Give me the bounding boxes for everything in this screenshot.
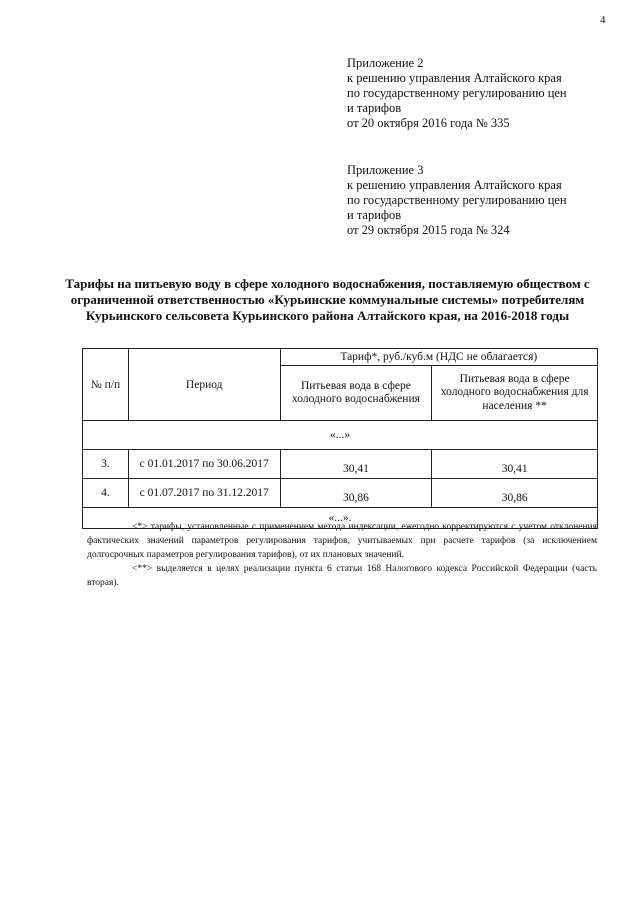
page-number: 4 (600, 14, 606, 26)
header-tariff: Тариф*, руб./куб.м (НДС не облагается) (280, 349, 597, 366)
footnote-2: <**> выделяется в целях реализации пункта 6 статьи 168 Налогового кодекса Российской Федерации (часть вторая). (87, 564, 597, 588)
appendix-3-line: по государственному регулированию цен (347, 193, 567, 207)
row-period: с 01.01.2017 по 30.06.2017 (128, 450, 280, 479)
continuation-mark: «...» (83, 421, 598, 450)
footnote-1: <*> тарифы, установленные с применением метода индексации, ежегодно корректируются с учетом отклонения фактических значений параметров регулирования тарифов, учитываемых при расчете тарифов (за исключением долгосрочных параметров регулирования тарифов), от их плановых значений. (87, 522, 597, 560)
table-row (83, 450, 598, 479)
appendix-2-line: и тарифов (347, 101, 402, 115)
header-water-population: Питьевая вода в сфере холодного водоснабжения для населения ** (432, 366, 598, 421)
header-number: № п/п (83, 349, 129, 421)
table-row-continuation (83, 421, 598, 450)
appendix-3-line: Приложение 3 (347, 163, 424, 177)
continuation-end-mark: «...». (83, 508, 598, 529)
header-period: Период (128, 349, 280, 421)
table-header-row (83, 349, 598, 366)
row-period: с 01.07.2017 по 31.12.2017 (128, 479, 280, 508)
appendix-3-line: к решению управления Алтайского края (347, 178, 562, 192)
document-title: Тарифы на питьевую воду в сфере холодного водоснабжения, поставляемую обществом с ограниченной ответственностью «Курьинские коммунальные системы» потребителям Курьинского сельсовета Курьинского района Алтайского края, на 2016-2018 годы (65, 276, 590, 323)
row-water-value: 30,86 (280, 479, 432, 508)
appendix-2-line: к решению управления Алтайского края (347, 71, 562, 85)
appendix-3-line: от 29 октября 2015 года № 324 (347, 223, 510, 237)
table-row (83, 479, 598, 508)
appendix-3-line: и тарифов (347, 208, 402, 222)
row-water-population-value: 30,41 (432, 450, 598, 479)
footnotes (87, 520, 597, 590)
tariff-table (82, 348, 598, 529)
appendix-3-block (347, 163, 567, 238)
appendix-2-line: по государственному регулированию цен (347, 86, 567, 100)
row-number: 4. (83, 479, 129, 508)
row-water-value: 30,41 (280, 450, 432, 479)
row-number: 3. (83, 450, 129, 479)
appendix-2-line: от 20 октября 2016 года № 335 (347, 116, 510, 130)
appendix-2-line: Приложение 2 (347, 56, 424, 70)
row-water-population-value: 30,86 (432, 479, 598, 508)
header-water: Питьевая вода в сфере холодного водоснабжения (280, 366, 432, 421)
appendix-2-block (347, 56, 567, 131)
